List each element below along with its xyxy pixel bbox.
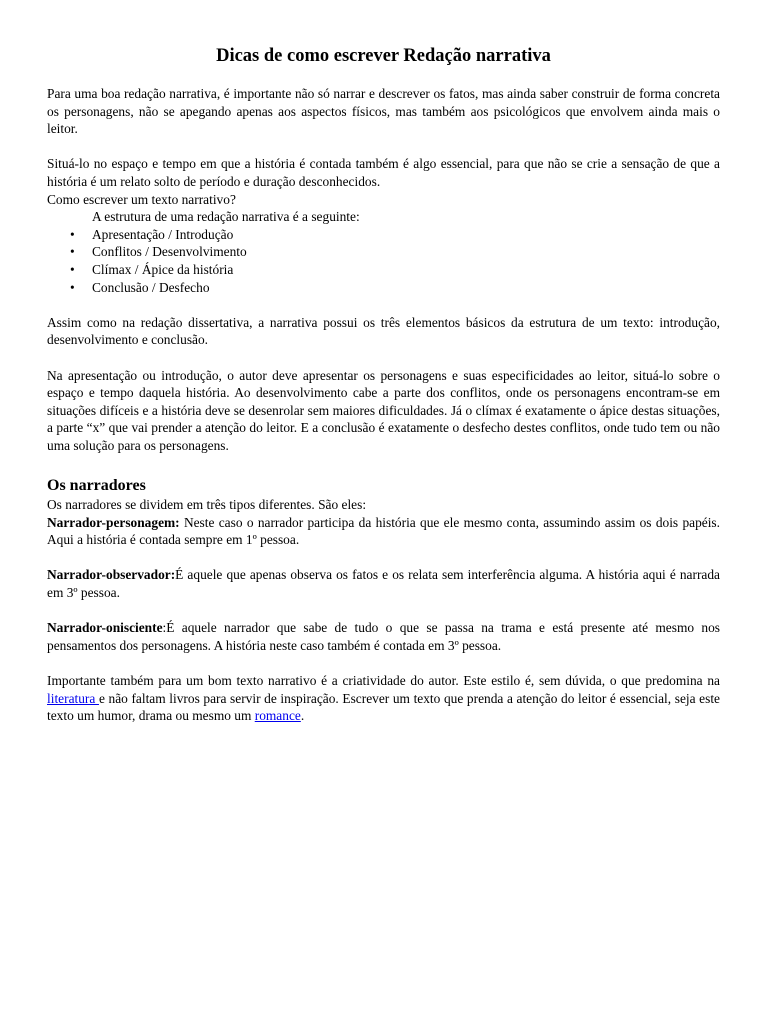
narrator-term: Narrador-personagem: xyxy=(47,514,180,530)
presentation-paragraph: Na apresentação ou introdução, o autor deve apresentar os personagens e suas especificidades ao leitor, situá-lo sobre o espaço e tempo daquela história. Ao desenvolvimento cabe a parte dos conflitos, onde os personagens encontram-se em situações difíceis e a história deve se desenrolar sem maiores dificuldades. Já o clímax é exatamente o ápice destas situações, a parte “x” que vai prender a atenção do leitor. E a conclusão é exatamente o desfecho destes conflitos, onde tudo tem ou não uma solução para os personagens. xyxy=(47,367,720,453)
document-title: Dicas de como escrever Redação narrativa xyxy=(216,46,551,66)
narrator-personagem-paragraph xyxy=(47,514,720,549)
closing-text: e não faltam livros para servir de inspiração. Escrever um texto que prenda a atenção do leitor é essencial, seja este texto um humor, drama ou mesmo um xyxy=(47,690,720,724)
paragraph-spacer xyxy=(47,454,720,472)
narrator-term: Narrador-observador: xyxy=(47,567,176,583)
paragraph-spacer xyxy=(47,602,720,620)
romance-link[interactable]: romance xyxy=(254,708,301,724)
section-heading: Os narradores xyxy=(47,477,146,495)
paragraph-spacer xyxy=(47,138,720,156)
list-item xyxy=(47,279,720,297)
paragraph-spacer xyxy=(47,296,720,314)
narrator-observador-paragraph xyxy=(47,566,720,601)
document-page xyxy=(47,44,720,725)
paragraph-spacer xyxy=(47,349,720,367)
structure-intro: A estrutura de uma redação narrativa é a seguinte: xyxy=(92,209,360,225)
list-item-label: Conclusão / Desfecho xyxy=(92,279,210,295)
question-line: Como escrever um texto narrativo? xyxy=(47,191,236,207)
context-paragraph: Situá-lo no espaço e tempo em que a história é contada também é algo essencial, para que não se crie a sensação de que a história é um relato solto de período e duração desconhecidos. xyxy=(47,156,720,189)
list-item xyxy=(47,261,720,279)
list-item-label: Clímax / Ápice da história xyxy=(92,261,234,277)
paragraph-spacer xyxy=(47,549,720,567)
list-item xyxy=(47,243,720,261)
closing-text: . xyxy=(300,708,305,724)
narrator-description: É aquele que apenas observa os fatos e os relata sem interferência alguma. A história aqui é narrada em 3º pessoa. xyxy=(47,567,720,601)
bullet-icon: • xyxy=(70,244,75,260)
list-item-label: Apresentação / Introdução xyxy=(92,226,234,242)
list-item-label: Conflitos / Desenvolvimento xyxy=(92,244,247,260)
structure-list xyxy=(47,226,720,296)
bullet-icon: • xyxy=(70,261,75,277)
narrator-description: :É aquele narrador que sabe de tudo o que se passa na trama e está presente até mesmo nos pensamentos dos personagens. A história neste caso também é contada em 3º pessoa. xyxy=(47,620,720,653)
list-item xyxy=(47,226,720,244)
elements-paragraph: Assim como na redação dissertativa, a narrativa possui os três elementos básicos da estrutura de um texto: introdução, desenvolvimento e conclusão. xyxy=(47,314,720,348)
narrators-intro: Os narradores se dividem em três tipos diferentes. São eles: xyxy=(47,497,367,513)
paragraph-spacer xyxy=(47,654,720,672)
bullet-icon: • xyxy=(70,279,75,295)
closing-paragraph xyxy=(47,672,720,725)
bullet-icon: • xyxy=(70,226,75,242)
narrator-description: Neste caso o narrador participa da história que ele mesmo conta, assumindo assim os dois papéis. Aqui a história é contada sempre em 1º pessoa. xyxy=(47,514,720,548)
literatura-link[interactable]: literatura xyxy=(47,690,99,706)
narrator-term: Narrador-onisciente xyxy=(47,620,163,636)
intro-paragraph: Para uma boa redação narrativa, é importante não só narrar e descrever os fatos, mas ainda saber construir de forma concreta os personagens, não se apegando apenas aos aspectos físicos, mas também aos psicológicos que envolvem ainda mais o leitor. xyxy=(47,86,720,137)
closing-text: Importante também para um bom texto narrativo é a criatividade do autor. Este estilo é, sem dúvida, o que predomina na xyxy=(47,673,720,688)
narrator-onisciente-paragraph xyxy=(47,619,720,654)
